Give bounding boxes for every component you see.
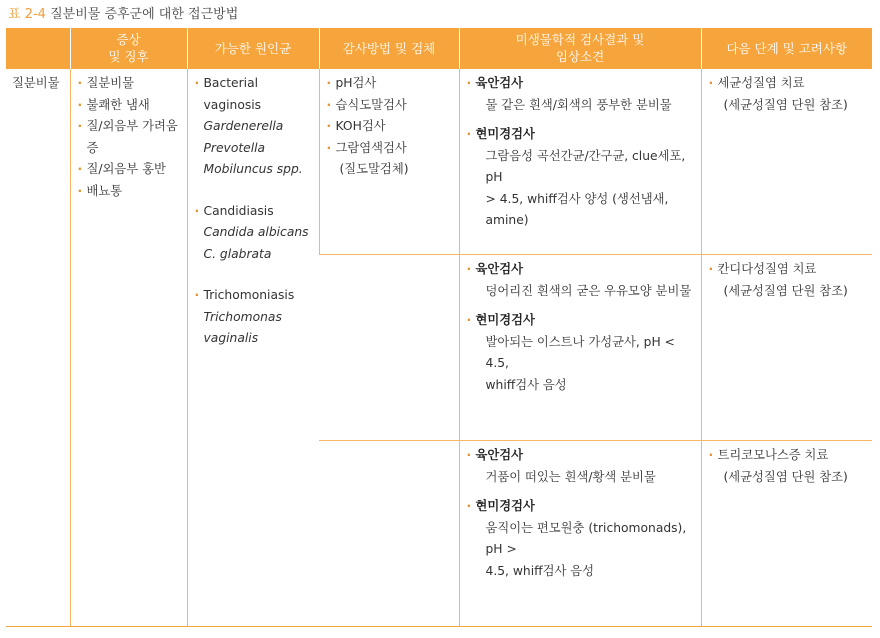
next-step-cell	[701, 69, 872, 255]
cause-name: · Bacterial vaginosis	[194, 73, 313, 116]
micro-exam-text: 4.5, whiff검사 음성	[485, 563, 595, 578]
header-empty	[6, 28, 70, 69]
next-step-cell	[701, 441, 872, 627]
causes-cell	[187, 69, 319, 627]
header-row	[6, 28, 872, 69]
symptom-item: · 불쾌한 냄새	[77, 95, 181, 117]
micro-exam-heading: · 현미경검사	[466, 124, 695, 146]
cause-name: · Candidiasis	[194, 201, 313, 223]
next-step-note: (세균성질염 단원 참조)	[723, 283, 848, 298]
gross-exam-heading: · 육안검사	[466, 73, 695, 95]
micro-exam-text: 그람음성 곡선간균/간구균, clue세포, pH	[485, 148, 686, 184]
cause-name: · Trichomoniasis	[194, 285, 313, 307]
micro-exam-text: 발아되는 이스트나 가성균사, pH < 4.5,	[485, 334, 675, 370]
next-step-text: · 세균성질염 치료	[708, 73, 867, 95]
next-step-note: (세균성질염 단원 참조)	[723, 97, 848, 112]
micro-exam-heading: · 현미경검사	[466, 310, 695, 332]
row-label: 질분비물	[12, 76, 60, 90]
symptoms-cell	[70, 69, 187, 627]
next-step-note: (세균성질염 단원 참조)	[723, 469, 848, 484]
organism: Gardenerella	[203, 119, 284, 133]
header-findings: 미생물학적 검사결과 및 임상소견	[459, 28, 701, 69]
methods-cell	[319, 69, 459, 255]
methods-cell-empty	[319, 441, 459, 627]
gross-exam-text: 거품이 떠있는 흰색/황색 분비물	[485, 469, 656, 484]
organism: Trichomonas vaginalis	[203, 309, 282, 345]
header-symptoms: 증상 및 징후	[70, 28, 187, 69]
method-item: · 습식도말검사	[326, 95, 453, 117]
micro-exam-text: whiff검사 음성	[485, 377, 567, 392]
method-item: · pH검사	[326, 73, 453, 95]
method-item: (질도말검체)	[339, 162, 409, 176]
organism: C. glabrata	[203, 246, 272, 261]
symptom-item: · 질/외음부 홍반	[77, 159, 181, 181]
micro-exam-text: > 4.5, whiff검사 양성 (생선냄새, amine)	[485, 191, 669, 227]
table-number: 표 2-4	[8, 7, 46, 22]
next-step-text: · 트리코모나스증 치료	[708, 445, 867, 467]
gross-exam-text: 덩어리진 흰색의 굳은 우유모양 분비물	[485, 283, 692, 298]
findings-cell	[459, 255, 701, 441]
findings-cell	[459, 69, 701, 255]
header-causes: 가능한 원인균	[187, 28, 319, 69]
approach-table	[6, 28, 872, 627]
table-caption	[8, 3, 238, 22]
symptom-item: · 질분비물	[77, 73, 181, 95]
symptom-item: · 배뇨통	[77, 181, 181, 203]
organism: Prevotella	[203, 140, 266, 155]
symptom-item: · 질/외음부 가려움증	[77, 116, 181, 159]
header-methods: 감사방법 및 검체	[319, 28, 459, 69]
next-step-text: · 칸디다성질염 치료	[708, 259, 867, 281]
gross-exam-text: 물 같은 흰색/회색의 풍부한 분비물	[485, 97, 672, 112]
micro-exam-text: 움직이는 편모원충 (trichomonads), pH >	[485, 520, 687, 556]
methods-cell-empty	[319, 255, 459, 441]
table-row	[6, 69, 872, 255]
next-step-cell	[701, 255, 872, 441]
table-title: 질분비물 증후군에 대한 접근방법	[50, 7, 239, 22]
micro-exam-heading: · 현미경검사	[466, 496, 695, 518]
organism: Candida albicans	[203, 225, 309, 239]
gross-exam-heading: · 육안검사	[466, 259, 695, 281]
gross-exam-heading: · 육안검사	[466, 445, 695, 467]
header-next-steps: 다음 단계 및 고려사항	[701, 28, 872, 69]
method-item: · KOH검사	[326, 116, 453, 138]
row-label-cell	[6, 69, 70, 627]
organism: Mobiluncus spp.	[203, 162, 303, 176]
findings-cell	[459, 441, 701, 627]
method-item: · 그람염색검사	[326, 138, 453, 160]
